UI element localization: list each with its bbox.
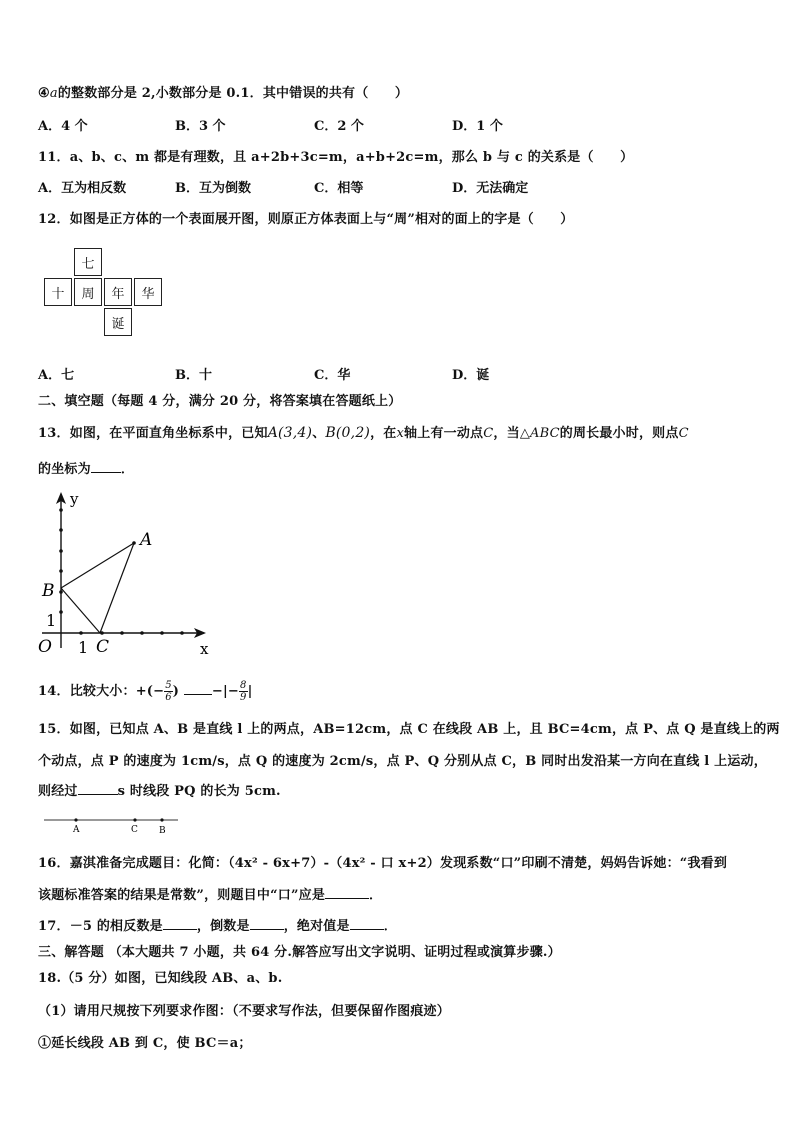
triangle-abc: △ABC bbox=[519, 426, 560, 441]
fraction-numerator: 8 bbox=[240, 680, 247, 691]
q11-option-d: D．无法确定 bbox=[452, 181, 529, 196]
q13-text-6: 的坐标为 bbox=[38, 462, 91, 477]
q17-text-b: ，倒数是 bbox=[196, 919, 250, 934]
q18-line-1: 18.（5 分）如图，已知线段 AB、a、b. bbox=[38, 971, 283, 986]
x-tick bbox=[79, 631, 83, 635]
point-a-label: A bbox=[140, 530, 153, 550]
q17-text-c: ，绝对值是 bbox=[283, 919, 350, 934]
q13-line-2 bbox=[38, 458, 134, 477]
q10-option-c: C．2 个 bbox=[314, 119, 364, 134]
q10-option-a: A．4 个 bbox=[38, 119, 88, 134]
fraction-8-9 bbox=[239, 680, 248, 703]
net-cell-zhou: 周 bbox=[74, 278, 102, 306]
q13-text-4: ，当 bbox=[493, 426, 520, 441]
net-cell-hua: 华 bbox=[134, 278, 162, 306]
x-var: x bbox=[396, 426, 405, 441]
q10-option-d: D．1 个 bbox=[452, 119, 503, 134]
q16-text-b: ． bbox=[369, 888, 383, 903]
q16-line-2 bbox=[38, 884, 382, 903]
segment-ac bbox=[100, 543, 134, 633]
answer-blank[interactable] bbox=[250, 917, 284, 930]
point-b-label: B bbox=[42, 581, 55, 601]
q14-lead: 14．比较大小：+(− bbox=[38, 684, 165, 699]
q14-text bbox=[38, 680, 253, 703]
x-tick bbox=[180, 631, 184, 635]
section-3-heading: 三、解答题 （本大题共 7 小题，共 64 分.解答应写出文字说明、证明过程或演算步骤.） bbox=[38, 945, 561, 960]
q13-text-2: ，在 bbox=[370, 426, 397, 441]
y-axis-label: y bbox=[70, 490, 79, 508]
answer-blank[interactable] bbox=[78, 782, 118, 795]
q13-end: ． bbox=[120, 462, 135, 477]
q12-option-c: C．华 bbox=[314, 368, 351, 383]
line-segment-figure bbox=[40, 812, 190, 836]
q15-text-a: 则经过 bbox=[38, 784, 78, 799]
y-unit-label: 1 bbox=[46, 611, 57, 630]
q16-text-a: 该题标准答案的结果是常数”，则题目中“口”应是 bbox=[38, 888, 326, 903]
variable-a: a bbox=[49, 86, 58, 101]
y-tick bbox=[59, 590, 63, 594]
point-c-var: C bbox=[483, 426, 494, 441]
label-b: B bbox=[159, 826, 166, 836]
answer-blank[interactable] bbox=[325, 886, 369, 899]
point-a-dot bbox=[74, 818, 77, 821]
q17-text-a: 17．－5 的相反数是 bbox=[38, 919, 163, 934]
q12-text: 12．如图是正方体的一个表面展开图，则原正方体表面上与“周”相对的面上的字是（ ） bbox=[38, 212, 574, 227]
segment-bc bbox=[61, 588, 100, 633]
q11-option-a: A．互为相反数 bbox=[38, 181, 127, 196]
q16-line-1: 16．嘉淇准备完成题目：化简：（4x² - 6x+7）-（4x² - 口 x+2）发现系数“口”印刷不清楚，妈妈告诉她：“我看到 bbox=[38, 856, 728, 871]
coordinate-figure bbox=[34, 488, 224, 658]
q10-statement-4 bbox=[38, 82, 408, 101]
y-tick bbox=[59, 549, 63, 553]
answer-blank[interactable] bbox=[184, 682, 212, 695]
q12-option-b: B．十 bbox=[175, 368, 212, 383]
point-a-coord: A(3,4) bbox=[267, 425, 313, 441]
label-c: C bbox=[131, 825, 138, 835]
q10-option-b: B．3 个 bbox=[175, 119, 226, 134]
q15-text-b: s 时线段 PQ 的长为 5cm. bbox=[117, 784, 281, 799]
q13-line-1 bbox=[38, 422, 689, 441]
q15-line-2: 个动点，点 P 的速度为 1cm/s，点 Q 的速度为 2cm/s，点 P、Q 分别从点 C，B 同时出发沿某一方向在直线 l 上运动， bbox=[38, 754, 767, 769]
net-cell-bottom: 诞 bbox=[104, 308, 132, 336]
q13-text-1: 13．如图，在平面直角坐标系中，已知 bbox=[38, 426, 268, 441]
label-a: A bbox=[73, 825, 80, 835]
y-tick bbox=[59, 610, 63, 614]
q10-text: 的整数部分是 2,小数部分是 0.1．其中错误的共有（ ） bbox=[57, 86, 409, 101]
point-b-dot bbox=[160, 818, 163, 821]
answer-blank[interactable] bbox=[350, 917, 384, 930]
q11-options bbox=[38, 177, 638, 195]
x-tick bbox=[140, 631, 144, 635]
q13-text-3: 轴上有一动点 bbox=[404, 426, 484, 441]
q14-minus: −|− bbox=[211, 684, 240, 699]
y-tick bbox=[59, 528, 63, 532]
q17-text bbox=[38, 915, 397, 934]
q11-option-b: B．互为倒数 bbox=[175, 181, 251, 196]
q13-text-5: 的周长最小时，则点 bbox=[559, 426, 679, 441]
point-c-label: C bbox=[96, 637, 110, 657]
point-c-dot bbox=[133, 818, 136, 821]
q18-line-2: （1）请用尺规按下列要求作图：（不要求写作法，但要保留作图痕迹） bbox=[38, 1004, 450, 1019]
point-b-coord: B(0,2) bbox=[325, 425, 371, 441]
q12-options bbox=[38, 364, 638, 382]
q11-text: 11．a、b、c、m 都是有理数，且 a+2b+3c=m，a+b+2c=m，那么 b 与 c 的关系是（ ） bbox=[38, 150, 634, 165]
segment-ba bbox=[61, 543, 134, 588]
net-cell-nian: 年 bbox=[104, 278, 132, 306]
section-2-heading: 二、填空题（每题 4 分，满分 20 分，将答案填在答题纸上） bbox=[38, 394, 402, 409]
cube-net-figure bbox=[44, 248, 164, 338]
circled-number: ④ bbox=[38, 86, 50, 101]
fraction-denominator: 6 bbox=[165, 692, 172, 703]
q13-sep: 、 bbox=[312, 426, 326, 441]
y-tick bbox=[59, 508, 63, 512]
q17-text-d: ． bbox=[383, 919, 397, 934]
q15-line-3 bbox=[38, 780, 281, 799]
net-cell-left: 十 bbox=[44, 278, 72, 306]
q11-option-c: C．相等 bbox=[314, 181, 364, 196]
x-axis-label: x bbox=[200, 640, 209, 658]
q10-options bbox=[38, 115, 638, 133]
answer-blank[interactable] bbox=[163, 917, 197, 930]
q14-paren: ) bbox=[172, 684, 180, 699]
q12-option-a: A．七 bbox=[38, 368, 75, 383]
y-tick bbox=[59, 569, 63, 573]
net-cell-top: 七 bbox=[74, 248, 102, 276]
answer-blank[interactable] bbox=[91, 460, 121, 473]
fraction-numerator: 5 bbox=[165, 680, 172, 691]
fraction-denominator: 9 bbox=[240, 692, 247, 703]
q15-line-1: 15．如图，已知点 A、B 是直线 l 上的两点，AB=12cm，点 C 在线段 AB 上，且 BC=4cm，点 P、点 Q 是直线上的两 bbox=[38, 722, 780, 737]
x-tick bbox=[120, 631, 124, 635]
fraction-5-6 bbox=[164, 680, 173, 703]
x-unit-label: 1 bbox=[78, 638, 89, 657]
q18-line-3: ①延长线段 AB 到 C，使 BC＝a； bbox=[38, 1036, 252, 1051]
point-a bbox=[132, 541, 136, 545]
q14-abs-end: | bbox=[247, 684, 253, 699]
q12-option-d: D．诞 bbox=[452, 368, 490, 383]
x-tick bbox=[160, 631, 164, 635]
origin-label: O bbox=[38, 637, 52, 657]
point-c-var-2: C bbox=[678, 426, 689, 441]
